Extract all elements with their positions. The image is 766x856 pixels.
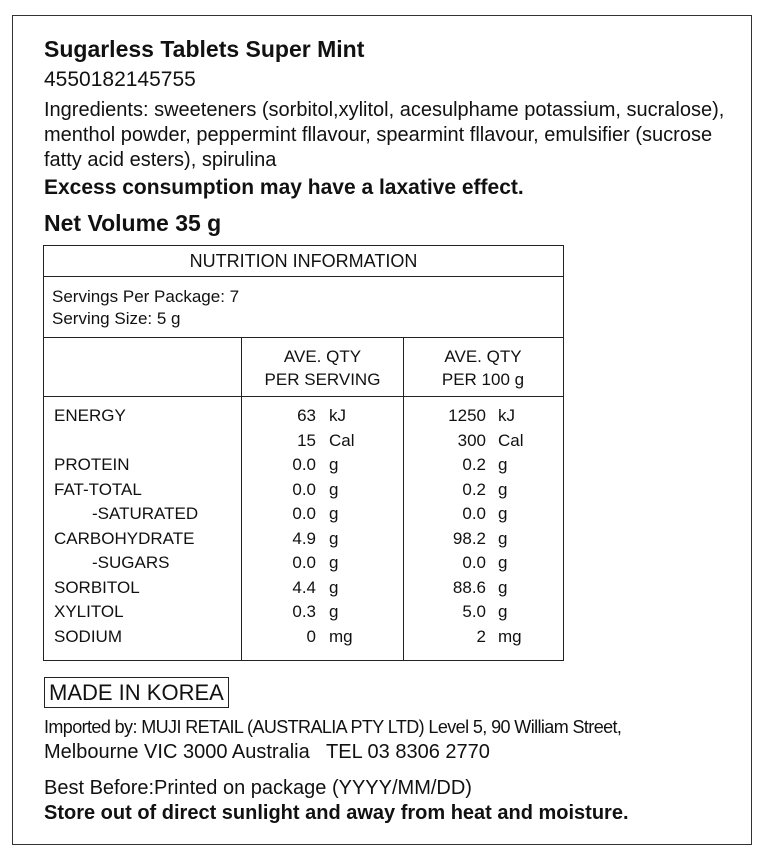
table-divider <box>44 396 563 397</box>
column-header-line: PER 100 g <box>441 370 525 389</box>
column-header-line: PER SERVING <box>264 370 381 389</box>
importer-line-1: Imported by: MUJI RETAIL (AUSTRALIA PTY LTD) Level 5, 90 William Street, <box>44 717 622 737</box>
column-header-line: AVE. QTY <box>444 347 522 366</box>
serving-size: Serving Size: 5 g <box>52 309 181 328</box>
origin-box: MADE IN KOREA <box>44 677 229 708</box>
per-100g-value: 2 <box>476 626 486 646</box>
per-serving-unit: g <box>329 479 339 499</box>
nutrition-table <box>43 245 564 661</box>
net-volume: Net Volume 35 g <box>44 210 222 236</box>
nutrient-label: PROTEIN <box>54 455 130 474</box>
nutrient-label: CARBOHYDRATE <box>54 528 195 548</box>
nutrient-label: SODIUM <box>54 626 122 646</box>
per-100g-unit: mg <box>498 626 522 646</box>
column-header-per-serving <box>242 345 403 391</box>
column-header-line: AVE. QTY <box>283 347 362 366</box>
per-100g-value: 98.2 <box>452 528 486 548</box>
per-100g-value: 0.0 <box>462 504 486 523</box>
table-divider <box>44 337 563 338</box>
storage-instructions: Store out of direct sunlight and away from heat and moisture. <box>44 802 629 824</box>
nutrient-label: SORBITOL <box>54 577 140 597</box>
nutrient-label: -SATURATED <box>92 504 199 523</box>
per-serving-value: 15 <box>297 430 316 450</box>
importer-line-2: Melbourne VIC 3000 Australia TEL 03 8306 2770 <box>44 741 490 763</box>
per-serving-value: 0.3 <box>292 602 316 621</box>
per-serving-value: 0.0 <box>292 553 316 572</box>
per-100g-value: 0.2 <box>462 479 486 499</box>
per-serving-unit: Cal <box>329 430 355 450</box>
ingredients-text: Ingredients: sweeteners (sorbitol,xylitol, acesulphame potassium, sucralose), menthol powder, peppermint fllavour, spearmint fllavour, emulsifier (sucrose fatty acid esters), spirulina <box>44 99 725 171</box>
per-serving-unit: g <box>329 528 339 548</box>
per-100g-value: 0.2 <box>462 455 486 474</box>
per-100g-unit: g <box>498 553 508 572</box>
per-serving-value: 0.0 <box>292 479 316 499</box>
per-serving-unit: g <box>329 553 339 572</box>
per-serving-value: 0.0 <box>292 504 316 523</box>
laxative-warning: Excess consumption may have a laxative effect. <box>44 176 524 199</box>
nutrition-title: NUTRITION INFORMATION <box>189 251 418 271</box>
per-100g-unit: g <box>498 528 508 548</box>
per-100g-value: 5.0 <box>462 602 486 621</box>
per-100g-value: 1250 <box>448 406 486 425</box>
per-serving-value: 0.0 <box>292 455 316 474</box>
per-serving-unit: g <box>329 504 339 523</box>
per-100g-unit: Cal <box>498 430 524 450</box>
per-100g-value: 0.0 <box>462 553 486 572</box>
per-serving-value: 4.4 <box>292 577 316 597</box>
per-serving-value: 63 <box>297 406 316 425</box>
table-divider <box>44 276 563 277</box>
servings-per-package: Servings Per Package: 7 <box>52 287 240 306</box>
per-serving-unit: g <box>329 577 339 597</box>
serving-info <box>52 286 239 330</box>
per-serving-unit: mg <box>329 626 353 646</box>
per-serving-unit: g <box>329 602 339 621</box>
column-header-per-100g <box>404 345 562 391</box>
per-100g-value: 300 <box>457 430 486 450</box>
per-100g-unit: g <box>498 577 508 597</box>
barcode-number: 4550182145755 <box>44 68 196 91</box>
per-serving-value: 4.9 <box>292 528 316 548</box>
per-100g-unit: g <box>498 602 508 621</box>
nutrient-label: ENERGY <box>54 406 126 425</box>
per-serving-value: 0 <box>306 626 316 646</box>
per-100g-unit: g <box>498 479 508 499</box>
nutrient-label: XYLITOL <box>54 602 124 621</box>
per-100g-unit: g <box>498 455 508 474</box>
product-name: Sugarless Tablets Super Mint <box>44 36 365 62</box>
per-serving-unit: kJ <box>329 406 346 425</box>
nutrient-label: FAT-TOTAL <box>54 479 142 499</box>
nutrient-label: -SUGARS <box>92 553 170 572</box>
per-100g-value: 88.6 <box>452 577 486 597</box>
per-100g-unit: g <box>498 504 508 523</box>
per-serving-unit: g <box>329 455 339 474</box>
best-before: Best Before:Printed on package (YYYY/MM/DD) <box>44 777 472 799</box>
per-100g-unit: kJ <box>498 406 515 425</box>
